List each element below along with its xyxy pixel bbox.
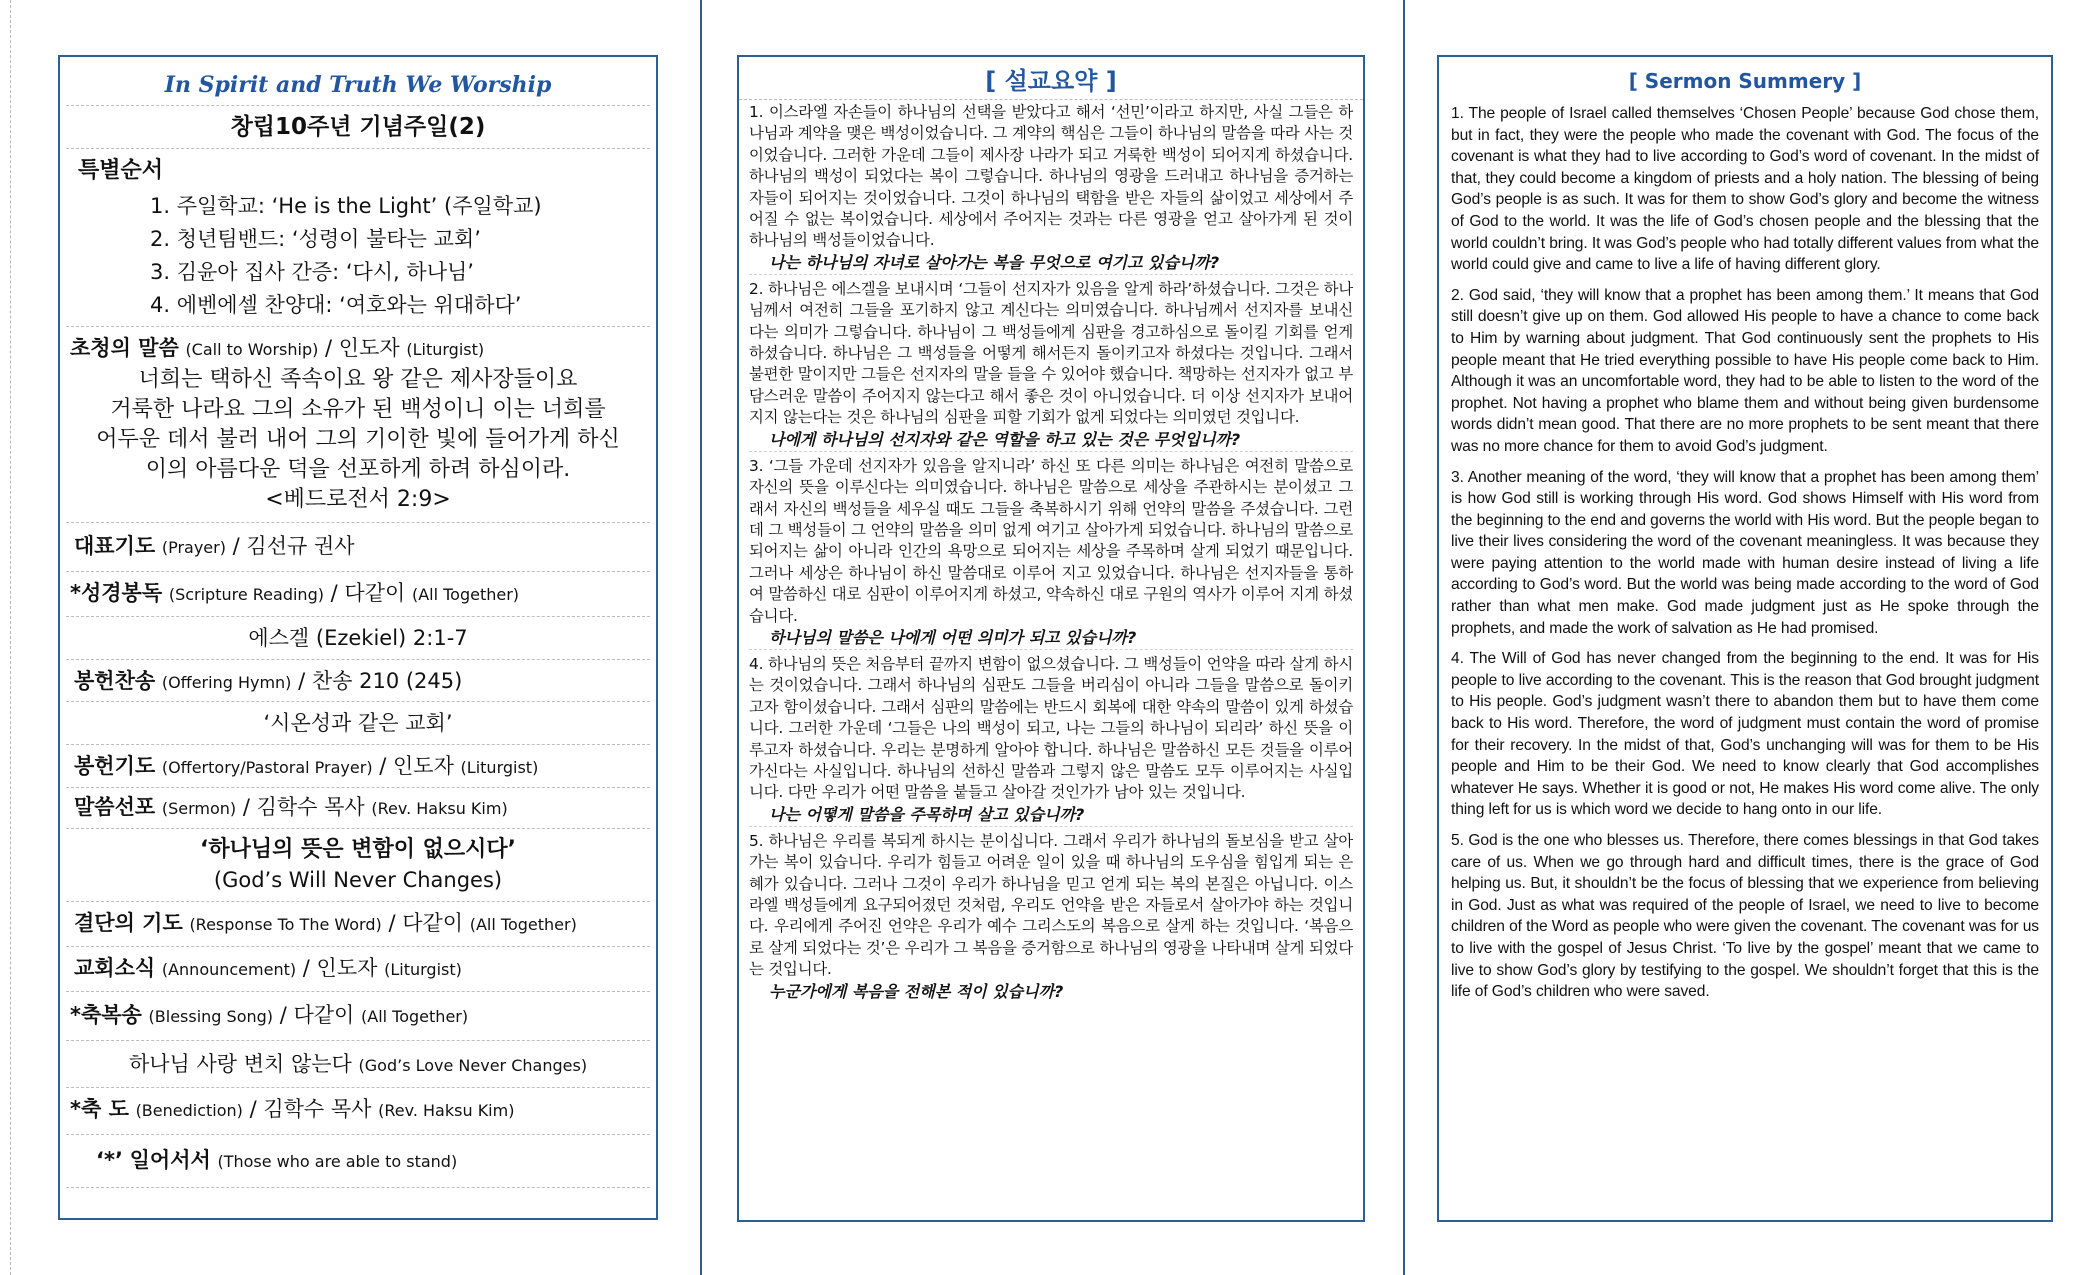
- call-verse-line: 너희는 택하신 족속이요 왕 같은 제사장들이요: [138, 367, 578, 392]
- call-verse-ref: <베드로전서 2:9>: [265, 487, 451, 512]
- reflection-question: 나는 어떻게 말씀을 주목하며 살고 있습니까?: [749, 804, 1353, 827]
- scripture-title: *성경봉독: [70, 581, 163, 605]
- blessing-title-en: (Blessing Song): [148, 1007, 274, 1026]
- sermon-preacher: / 김학수 목사: [242, 795, 365, 819]
- benediction-row: [66, 1088, 650, 1135]
- offertory-title-en: (Offertory/Pastoral Prayer): [161, 758, 373, 777]
- announcement-title: 교회소식: [74, 956, 156, 980]
- benediction-title: *축 도: [70, 1097, 129, 1121]
- sermon-row: [66, 788, 650, 829]
- order-of-worship-panel: [58, 55, 658, 1220]
- special-item: 3. 김윤아 집사 간증: ‘다시, 하나님’: [150, 260, 474, 284]
- scripture-reader-en: (All Together): [411, 585, 520, 604]
- offering-hymn-number: / 찬송 210 (245): [298, 669, 463, 693]
- offering-title: 봉헌찬송: [74, 669, 156, 693]
- blessing-who-en: (All Together): [361, 1007, 469, 1026]
- special-order-section: [66, 149, 650, 327]
- call-title: 초청의 말씀: [70, 336, 179, 360]
- offering-hymn-row: [66, 660, 650, 702]
- special-item: 1. 주일학교: ‘He is the Light’ (주일학교): [150, 194, 542, 218]
- call-title-en: (Call to Worship): [185, 340, 319, 359]
- offertory-leader-en: (Liturgist): [460, 758, 539, 777]
- sermon-title-en: (God’s Will Never Changes): [213, 868, 503, 892]
- response-title: 결단의 기도: [74, 911, 183, 935]
- blessing-title: *축복송: [70, 1003, 142, 1027]
- special-order-heading: 특별순서: [78, 158, 164, 183]
- english-summary-paragraph: 3. Another meaning of the word, ‘they will know that a prophet has been among them’ is how God still is working through His word. God shows Himself with His word from the beginning to the end and governs the world with His word. But the people began to live their lives considering the word of the covenant meaningless. It was because they were paying attention to the world made with human desire instead of living a life according to God’s word. But the world was being made according to the word of God rather than what men make. God made judgment just as He spoke through the prophets, and made the work of salvation as He had promised.: [1451, 468, 2039, 637]
- announcement-leader-en: (Liturgist): [384, 960, 462, 979]
- stand-title: 일어서서: [129, 1148, 211, 1172]
- fold-guide-left: [10, 0, 11, 1275]
- offertory-leader: / 인도자: [379, 754, 454, 778]
- korean-summary-paragraph: 4. 하나님의 뜻은 처음부터 끝까지 변함이 없으셨습니다. 그 백성들이 언약을 따라 살게 하시는 것이었습니다. 그래서 하나님의 심판도 그들을 버리심이 아니라 그들을 말씀으로 돌이키고자 함이셨습니다. 그래서 심판의 말씀에는 반드시 회복에 대한 약속의 말씀이 있게 하셨습니다. 그러한 가운데 ‘그들은 나의 백성이 되고, 나는 그들의 하나님이 되리라’ 하신 뜻을 이루고자 하셨습니다. 우리는 분명하게 알아야 합니다. 하나님은 말씀하신 모든 것들을 이루어 가신다는 사실입니다. 하나님의 선하신 말씀과 그렇지 않은 말씀도 모두 이루어지는 사실입니다. 다만 우리가 어떤 말씀을 붙들고 살아갈 것인가가 남아 있는 것입니다.: [749, 654, 1353, 802]
- special-item: 4. 에벤에셀 찬양대: ‘여호와는 위대하다’: [150, 293, 522, 317]
- benediction-pastor-en: (Rev. Haksu Kim): [378, 1101, 515, 1120]
- stand-note-en: (Those who are able to stand): [217, 1152, 458, 1171]
- reflection-question: 나에게 하나님의 선지자와 같은 역할을 하고 있는 것은 무엇입니까?: [749, 429, 1353, 452]
- english-summary-paragraph: 1. The people of Israel called themselves ‘Chosen People’ because God chose them, but in fact, they were the people who made the covenant with God. The focus of the covenant is what they had to live according to God’s word of covenant. In the midst of that, they could become a kingdom of priests and a holy nation. The blessing of being God’s people is as such. It was for them to show God’s glory and become the witness of God to the world. It was the life of God’s chosen people and the blessing that the world couldn’t bring. It was God’s people who had totally different values from what the world could give and came to live a life of having different glory.: [1451, 105, 2039, 274]
- sermon-title-block: [66, 829, 650, 902]
- worship-theme: In Spirit and Truth We Worship: [66, 65, 650, 106]
- announcement-leader: / 인도자: [302, 956, 378, 980]
- response-who-en: (All Together): [469, 915, 577, 934]
- blessing-song-row: [66, 992, 650, 1041]
- offertory-title: 봉헌기도: [74, 754, 156, 778]
- scripture-reader: / 다같이: [330, 581, 406, 605]
- reflection-question: 누군가에게 복음을 전해본 적이 있습니까?: [769, 981, 1064, 1001]
- scripture-title-en: (Scripture Reading): [168, 585, 324, 604]
- benediction-pastor: / 김학수 목사: [249, 1097, 372, 1121]
- prayer-leader: / 김선규 권사: [232, 534, 355, 558]
- korean-summary-paragraph: 2. 하나님은 에스겔을 보내시며 ‘그들이 선지자가 있음을 알게 하라’하셨습니다. 그것은 하나님께서 여전히 그들을 포기하지 않고 계신다는 의미였습니다. 하나님께서 선지자를 보내신다는 의미가 그렇습니다. 하나님이 그 백성들에게 심판을 경고하심으로 돌이킬 기회를 얻게 하셨습니다. 하나님은 그 백성들을 어떻게 해서든지 돌이키고자 하셨다는 것입니다. 그래서 불편한 말이지만 그들은 선지자의 말을 들을 수 있어야 했습니다. 책망하는 선지자가 없고 부담스러운 말씀이 주어지지 않는다고 해서 좋은 것이 아니었습니다. 더 이상 선지자가 보내어지지 않는다는 것은 하나님의 심판을 피할 기회가 없게 되었다는 의미였던 것입니다.: [749, 279, 1353, 427]
- call-verse-line: 거룩한 나라요 그의 소유가 된 백성이니 이는 너희를: [110, 397, 606, 422]
- blessing-who: / 다같이: [279, 1003, 355, 1027]
- prayer-row: [66, 523, 650, 572]
- stand-note-row: [66, 1135, 650, 1188]
- announcement-title-en: (Announcement): [161, 960, 297, 979]
- sermon-summary-korean-panel: [737, 55, 1365, 1222]
- sermon-summary-english-panel: [1437, 55, 2053, 1222]
- offering-hymn-title: ‘시온성과 같은 교회’: [66, 702, 650, 745]
- response-row: [66, 902, 650, 947]
- sermon-title: ‘하나님의 뜻은 변함이 없으시다’: [200, 837, 516, 862]
- panel-divider-1: [700, 0, 702, 1275]
- announcement-row: [66, 947, 650, 992]
- stand-mark: ‘*’: [96, 1148, 123, 1172]
- response-title-en: (Response To The Word): [189, 915, 382, 934]
- call-verse-line: 어두운 데서 불러 내어 그의 기이한 빛에 들어가게 하신: [96, 427, 620, 452]
- sermon-preacher-en: (Rev. Haksu Kim): [371, 799, 508, 818]
- reflection-question: 나는 하나님의 자녀로 살아가는 복을 무엇으로 여기고 있습니까?: [749, 252, 1353, 275]
- special-item: 2. 청년팀밴드: ‘성령이 불타는 교회’: [150, 227, 481, 251]
- sermon-label: 말씀선포: [74, 795, 156, 819]
- call-leader-en: (Liturgist): [406, 340, 485, 359]
- offertory-row: [66, 745, 650, 788]
- scripture-row: [66, 572, 650, 617]
- blessing-song-title: [66, 1041, 650, 1088]
- english-summary-paragraph: 4. The Will of God has never changed from the beginning to the end. It was for His people to live according to the covenant. This is the reason that God brought judgment to His people. God’s judgment wasn’t there to abandon them but to have them come back to His word. Therefore, the word of judgment must contain the word of promise for their recovery. In the midst of that, God’s unchanging will was for them to be His people and Him to be their God. We need to know clearly that God accomplishes whatever He says. Whether it is good or not, He makes His word come alive. The only thing left for us is which word we decide to hang onto in our life.: [1451, 650, 2039, 819]
- panel-divider-2: [1403, 0, 1405, 1275]
- korean-summary-paragraph: 5. 하나님은 우리를 복되게 하시는 분이십니다. 그래서 우리가 하나님의 돌보심을 받고 살아가는 복이 있습니다. 우리가 힘들고 어려운 일이 있을 때 하나님의 도우심을 힘입게 되는 은혜가 있습니다. 그러나 그것이 우리가 하나님을 믿고 얻게 되는 복의 본질은 아닙니다. 이스라엘 백성들에게 요구되어졌던 것처럼, 우리도 언약을 받은 자들로서 살아가야 하는 것입니다. 우리에게 주어진 언약은 우리가 예수 그리스도의 복음으로 살게 하는 것입니다. ‘복음으로 살게 되었다는 것’은 우리가 그 복음을 증거함으로 하나님의 영광을 나타내며 살게 되었다는 것입니다.: [749, 831, 1353, 979]
- call-leader: / 인도자: [325, 336, 400, 360]
- english-summary-paragraph: 5. God is the one who blesses us. Therefore, there comes blessings in that God takes care of us. When we go through hard and difficult times, there is the grace of God helping us. But, it shouldn’t be the focus of blessing that we experience from believing in God. Just as what was required of the people of Israel, we need to live to become children of the Word as people who were given the covenant. The covenant was for us to live with the gospel of Jesus Christ. ‘To live by the gospel’ meant that we came to live to show God’s glory by testifying to the gospel. We shouldn’t forget that this is the life of God’s children who were saved.: [1451, 832, 2039, 1001]
- sermon-label-en: (Sermon): [161, 799, 237, 818]
- scripture-reference: 에스겔 (Ezekiel) 2:1-7: [66, 617, 650, 660]
- korean-summary-paragraph: 1. 이스라엘 자손들이 하나님의 선택을 받았다고 해서 ‘선민’이라고 하지만, 사실 그들은 하나님과 계약을 맺은 백성이었습니다. 그 계약의 핵심은 그들이 하나님의 말씀을 따라 사는 것이었습니다. 그러한 가운데 그들이 제사장 나라가 되고 거룩한 백성이 되어지게 하셨습니다. 하나님의 백성이 되었다는 복이 그렇습니다. 하나님의 영광을 드러내고 하나님을 증거하는 자들이 되어지는 것이었습니다. 그것이 하나님의 택함을 받은 자들의 삶이었고 세상에서 주어질 수 없는 복이었습니다. 세상에서 주어지는 것과는 다른 영광을 얻고 살아가게 된 것이 하나님의 백성들이었습니다.: [749, 103, 1353, 250]
- prayer-title: 대표기도: [74, 534, 156, 558]
- english-summary-title: [ Sermon Summery ]: [1628, 69, 1862, 93]
- response-who: / 다같이: [388, 911, 464, 935]
- reflection-question: 하나님의 말씀은 나에게 어떤 의미가 되고 있습니까?: [749, 627, 1353, 650]
- blessing-song-en: (God’s Love Never Changes): [358, 1056, 588, 1075]
- blessing-song-ko: 하나님 사랑 변치 않는다: [128, 1052, 352, 1076]
- occasion-title: 창립10주년 기념주일(2): [66, 106, 650, 149]
- call-to-worship-section: [66, 327, 650, 523]
- offering-title-en: (Offering Hymn): [161, 673, 292, 692]
- english-summary-paragraph: 2. God said, ‘they will know that a prophet has been among them.’ It means that God still doesn’t give up on them. God allowed His people to have a chance to come back to Him by warning about judgment. That God continuously sent the prophets to His people meant that He tried everything possible to have His people come back to Him. Although it was an uncomfortable word, they had to be able to listen to the word of the prophet. Not having a prophet who blame them and without being given burdensome words didn’t mean good. That there are no more prophets to be sent meant that there was no more chance for them to avoid God’s judgment.: [1451, 286, 2039, 455]
- prayer-title-en: (Prayer): [161, 538, 226, 557]
- korean-summary-title: [ 설교요약 ]: [739, 63, 1363, 100]
- korean-summary-paragraph: 3. ‘그들 가운데 선지자가 있음을 알지니라’ 하신 또 다른 의미는 하나님은 여전히 말씀으로 자신의 뜻을 이루신다는 의미였습니다. 하나님은 말씀으로 세상을 주관하시는 분이셨고 그래서 자신의 백성들을 세우실 때도 그들을 축복하시기 위해 언약의 말씀을 주셨습니다. 그런데 그 백성들이 그 언약의 말씀을 의미 없게 여기고 살아가게 되었습니다. 하나님의 말씀으로 되어지는 삶이 아니라 인간의 욕망으로 되어지는 세상을 주목하며 살게 되었기 때문입니다. 그러나 세상은 하나님이 하신 말씀대로 이루어 지고 있었습니다. 하나님은 선지자들을 통하여 말씀하신 대로 심판이 이루어지게 하셨고, 약속하신 대로 구원의 역사가 이루어 지게 하셨습니다.: [749, 456, 1353, 625]
- benediction-title-en: (Benediction): [135, 1101, 243, 1120]
- call-verse-line: 이의 아름다운 덕을 선포하게 하려 하심이라.: [145, 457, 571, 482]
